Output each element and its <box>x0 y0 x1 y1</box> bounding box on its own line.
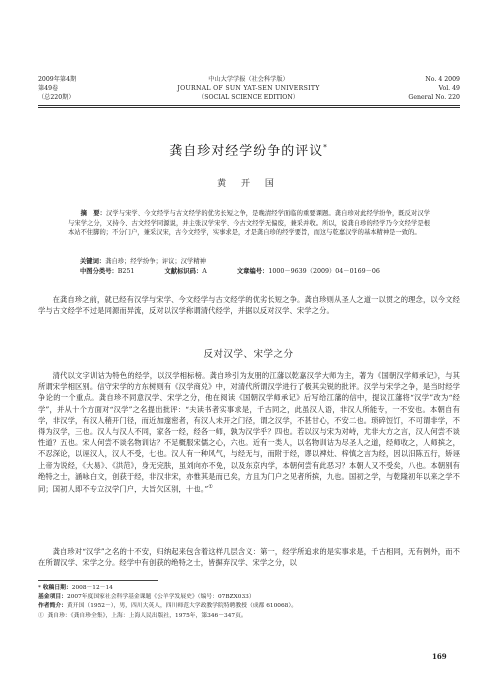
keywords-label: 关键词： <box>80 258 106 265</box>
article-title <box>0 140 497 159</box>
received-label: 收稿日期： <box>42 585 72 591</box>
fund-label: 基金项目： <box>38 594 67 601</box>
classification-line <box>80 267 440 277</box>
body-paragraph-2: 龚自珍对“汉学”之名的十不安，归纳起来包含着这样几层含义：第一，经学所追求的是实事求是，千古相同，无有例外，而不在所谓汉学、宋学之分。经学中有创获的绝特之士，皆摒弃汉学、宋学之分，以 <box>38 547 460 568</box>
received-line: * 收稿日期：2008－12－14 <box>38 585 113 591</box>
general-issue-line: （总220期） <box>38 94 75 101</box>
doc-code-value: A <box>202 268 207 275</box>
header-rule-top <box>38 105 460 106</box>
general-number-en: General No. 220 <box>408 94 460 101</box>
journal-name-cn: 中山大学学报（社会科学版） <box>208 76 289 83</box>
author-info-text: 黄开国（1952－），男，四川大英人，四川师范大学政教学院特聘教授（成都 610068）。 <box>67 603 298 610</box>
body-paragraph-1 <box>38 370 460 495</box>
issue-number-en: No. 4 2009 <box>425 76 460 83</box>
page-number: 169 <box>432 652 447 661</box>
reference-text: 龚自珍：《龚自珍全集》，上海：上海人民出版社，1975年，第346－347页。 <box>47 612 247 619</box>
footnote-ref-1: ① <box>208 484 213 491</box>
footnote-rule <box>38 580 158 581</box>
abstract-text: 汉学与宋学、今文经学与古文经学的优劣长短之争，是晚清经学面临的重要课题。龚自珍对此经学纷争，既反对汉学与宋学之分，又持今、古文经学同源说，并主张汉学宋学、今古文经学无偏废，兼采并收。所以，说龚自珍的经学乃今文经学是根本站不住脚的；不分门户，兼采汉宋，古今文经学，实事求是，才是龚自珍的经学要旨，而这与乾嘉汉学的基本精神是一致的。 <box>68 210 431 237</box>
clc-value: B251 <box>117 268 135 275</box>
keywords-text: 龚自珍；经学纷争；评议；汉学精神 <box>105 258 206 265</box>
doc-code-label: 文献标识码： <box>164 268 203 275</box>
keywords <box>80 257 430 267</box>
volume-line: 第49卷 <box>38 85 59 92</box>
footnotes <box>38 584 297 621</box>
volume-en: Vol. 49 <box>438 85 460 92</box>
abstract <box>68 209 430 238</box>
received-date: 2008－12－14 <box>71 585 113 591</box>
journal-name-en: JOURNAL OF SUN YAT-SEN UNIVERSITY <box>177 85 320 92</box>
clc-label: 中图分类号： <box>80 268 118 275</box>
reference-line <box>38 612 297 621</box>
title-text: 龚自珍对经学纷争的评议 <box>169 144 324 159</box>
fund-line <box>38 593 297 602</box>
body-paragraph-1-text: 清代以文字训诂为特色的经学，以汉学相标榜。龚自珍引为友朋的江藩以乾嘉汉学大师为主，著为《国朝汉学师承记》，与其所谓宋学相区别。信守宋学的方东树则有《汉学商兑》中，对清代所谓汉学进行了极其尖锐的批评。汉学与宋学之争，是当时经学争论的一个重点。龚自珍不同意汉学、宋学之分，他在阅读《国朝汉学师承记》后写给江藩的信中，提议江藩将“汉学”改为“经学”，并从十个方面对“汉学”之名提出批评：“夫读书者实事求是，千古同之，此虽汉人语，非汉人所能专，一不安也。本朝自有学，非汉学，有汉人稍开门径，而近加邃密者，有汉人未开之门径，谓之汉学，不甚甘心，不安二也。琐碎饾饤，不可谓非学，不得为汉学，三也。汉人与汉人不同，家各一经，经各一师，孰为汉学乎？四也。若以汉与宋为对峙，尤非大方之言，汉人何尝不谈性道？五也。宋人何尝不谈名物训诂？不足概服宋儒之心，六也。近有一类人，以名物训诂为尽圣人之道，经师收之，人师摈之，不忍深论，以诬汉人，汉人不受，七也。汉人有一种风气，与经无与，而附于经，谬以裨灶、梓慎之言为经，因以汨陈五行，矫诬上帝为说经，《大易》、《洪范》，身无完肤，虽刘向亦不免，以及东京内学，本朝何尝有此恶习？本朝人又不受矣，八也。本朝别有绝特之士，涵咏白文，创获于经，非汉非宋，亦惟其是而已矣，方且为门户之见者所摈，九也。国初之学，与乾隆初年以来之学不同；国初人即不专立汉学门户，大旨欠区别，十也。” <box>38 371 460 494</box>
intro-paragraph: 在龚自珍之前，就已经有汉学与宋学、今文经学与古文经学的优劣长短之争。龚自珍则从圣人之道一以贯之的理念，以今文经学与古文经学不过是同源而异流，反对以汉学称谓清代经学，并据以反对汉学、宋学之分。 <box>38 295 460 316</box>
author-name: 黄 开 国 <box>217 179 280 189</box>
section-title: 反对汉学、宋学之分 <box>203 349 294 360</box>
author-info-label: 作者简介： <box>38 603 67 610</box>
article-number-value: 1000－9639（2009）04－0169－06 <box>268 268 380 275</box>
article-number-label: 文章编号： <box>236 268 269 275</box>
issue-line: 2009年第4期 <box>38 76 77 83</box>
journal-edition-en: （SOCIAL SCIENCE EDITION） <box>198 94 299 101</box>
header-rule-bottom <box>38 107 460 108</box>
abstract-label: 摘 要： <box>80 210 107 217</box>
header-right <box>408 75 460 102</box>
reference-mark: ① <box>38 612 44 619</box>
fund-text: 2007年度国家社会科学基金课题《公羊学发展史》（编号：07BZX033） <box>67 594 255 601</box>
title-footnote-mark: * <box>323 143 328 152</box>
author-info-line <box>38 602 297 611</box>
